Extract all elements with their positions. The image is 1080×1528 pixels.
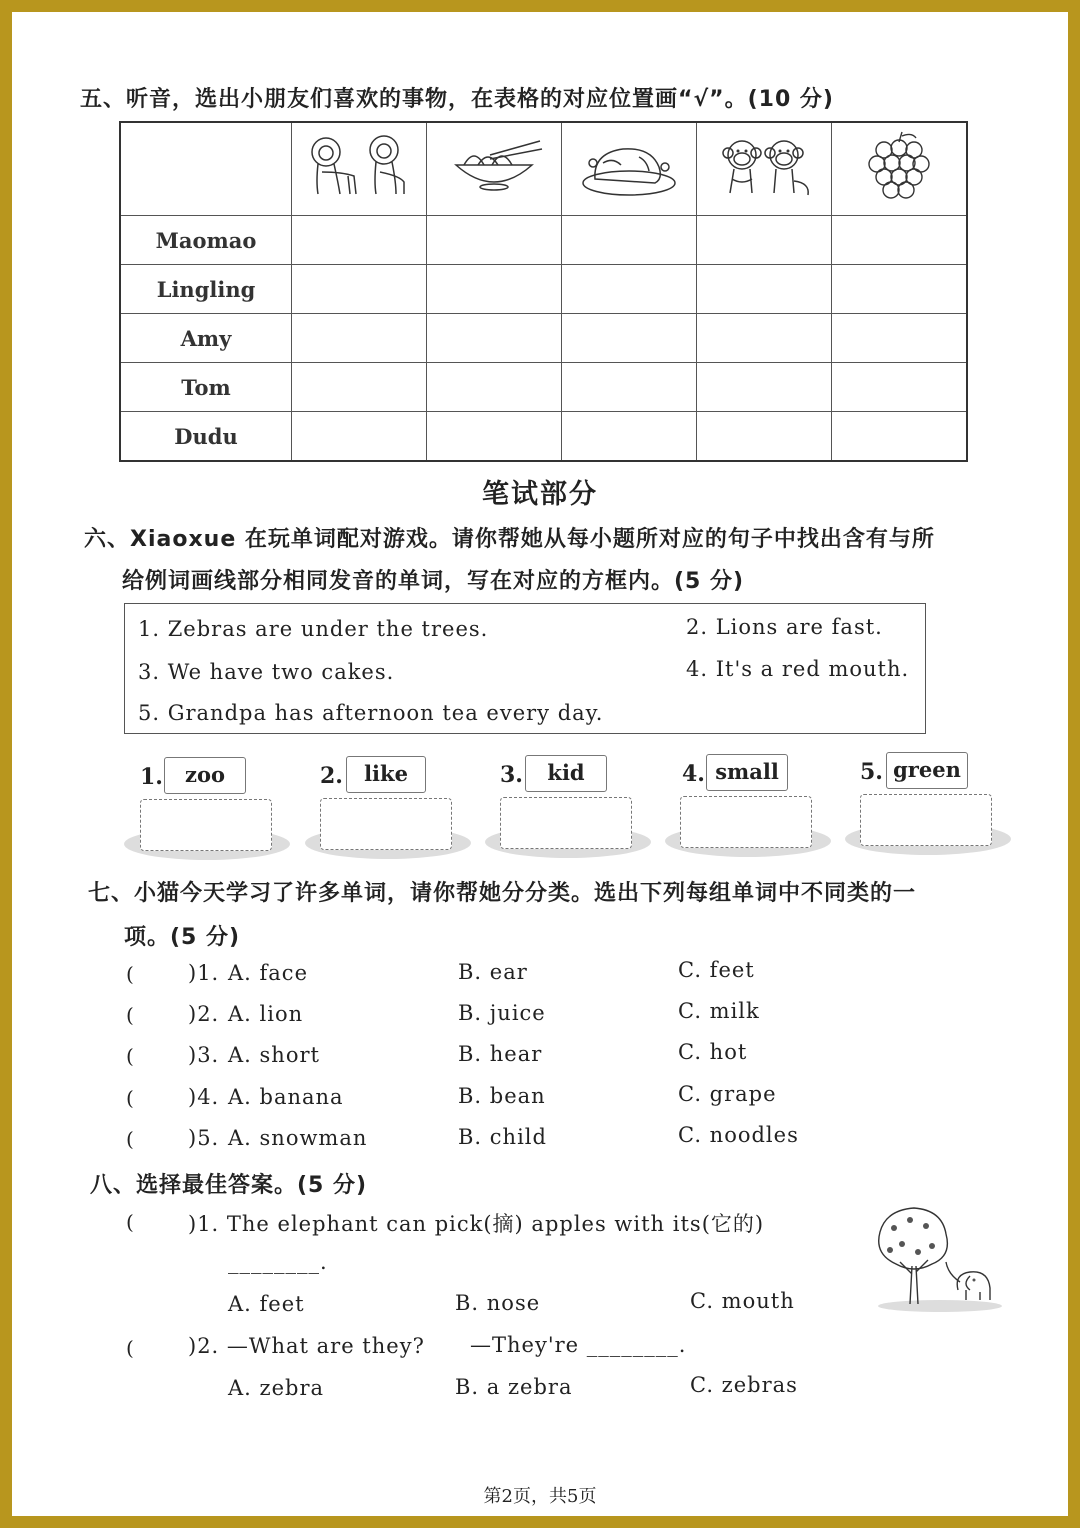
answer-box-4[interactable]	[680, 796, 812, 848]
answer-cell[interactable]	[697, 216, 832, 265]
option-a: A. face	[228, 961, 308, 985]
grapes-picture	[832, 122, 968, 216]
worksheet-page	[12, 12, 1068, 1516]
word-number: 4.	[682, 761, 705, 787]
section6-title-line2: 给例词画线部分相同发音的单词，写在对应的方框内。(5 分)	[122, 569, 745, 594]
answer-paren[interactable]: (	[126, 1336, 134, 1360]
item-number: )1.	[188, 961, 220, 985]
option-c: C. noodles	[678, 1123, 799, 1147]
option-c: C. mouth	[690, 1289, 795, 1313]
student-name: Tom	[120, 363, 292, 412]
question-2-reply: —They're ________.	[470, 1333, 687, 1357]
answer-cell[interactable]	[292, 412, 427, 462]
option-a: A. short	[228, 1043, 320, 1067]
answer-cell[interactable]	[292, 216, 427, 265]
item-number: )4.	[188, 1085, 220, 1109]
answer-paren[interactable]: (	[126, 1086, 134, 1110]
answer-cell[interactable]	[292, 363, 427, 412]
example-word-zoo: zoo	[164, 757, 246, 794]
answer-cell[interactable]	[832, 412, 968, 462]
answer-cell[interactable]	[562, 216, 697, 265]
answer-cell[interactable]	[697, 265, 832, 314]
item-number: )5.	[188, 1126, 220, 1150]
option-c: C. hot	[678, 1040, 748, 1064]
option-c: C. milk	[678, 999, 760, 1023]
answer-cell[interactable]	[832, 363, 968, 412]
written-part-title: 笔试部分	[482, 479, 598, 510]
option-b: B. a zebra	[455, 1375, 573, 1399]
student-name: Lingling	[120, 265, 292, 314]
answer-paren[interactable]: (	[126, 1044, 134, 1068]
section7-title-line1: 七、小猫今天学习了许多单词，请你帮她分分类。选出下列每组单词中不同类的一	[88, 881, 917, 906]
item-number: )2.	[188, 1002, 220, 1026]
sentence-5: 5. Grandpa has afternoon tea every day.	[138, 701, 604, 725]
item-number: )3.	[188, 1043, 220, 1067]
section6-title-line1: 六、Xiaoxue 在玩单词配对游戏。请你帮她从每小题所对应的句子中找出含有与所	[84, 527, 935, 552]
answer-cell[interactable]	[562, 314, 697, 363]
answer-cell[interactable]	[562, 265, 697, 314]
word-number: 3.	[500, 762, 523, 788]
answer-cell[interactable]	[427, 363, 562, 412]
word-number: 5.	[860, 759, 883, 785]
answer-cell[interactable]	[832, 314, 968, 363]
option-b: B. juice	[458, 1001, 546, 1025]
answer-cell[interactable]	[697, 363, 832, 412]
option-b: B. hear	[458, 1042, 543, 1066]
answer-box-5[interactable]	[860, 794, 992, 846]
option-a: A. banana	[228, 1085, 344, 1109]
page-footer: 第2页，共5页	[483, 1486, 597, 1507]
option-b: B. nose	[455, 1291, 541, 1315]
option-c: C. feet	[678, 958, 755, 982]
sentence-1: 1. Zebras are under the trees.	[138, 617, 489, 641]
question-2-text: )2. —What are they?	[188, 1334, 425, 1358]
answer-cell[interactable]	[697, 412, 832, 462]
monkeys-picture	[697, 122, 832, 216]
answer-box-3[interactable]	[500, 797, 632, 849]
example-word-green: green	[886, 752, 968, 789]
question-1-text: )1. The elephant can pick(摘) apples with its(它的)	[188, 1212, 765, 1236]
section8-title: 八、选择最佳答案。(5 分)	[90, 1173, 368, 1198]
answer-paren[interactable]: (	[126, 962, 134, 986]
answer-box-1[interactable]	[140, 799, 272, 851]
lions-picture	[292, 122, 427, 216]
answer-paren[interactable]: (	[126, 1127, 134, 1151]
answer-cell[interactable]	[562, 412, 697, 462]
answer-cell[interactable]	[832, 265, 968, 314]
answer-cell[interactable]	[562, 363, 697, 412]
word-number: 2.	[320, 763, 343, 789]
student-name: Maomao	[120, 216, 292, 265]
answer-cell[interactable]	[292, 314, 427, 363]
example-word-like: like	[346, 756, 426, 793]
student-name: Amy	[120, 314, 292, 363]
answer-cell[interactable]	[427, 216, 562, 265]
sentence-3: 3. We have two cakes.	[138, 660, 395, 684]
listening-table	[119, 121, 968, 462]
noodles-picture	[427, 122, 562, 216]
section7-title-line2: 项。(5 分)	[124, 925, 241, 950]
answer-paren[interactable]: (	[126, 1210, 134, 1234]
section5-title: 五、听音，选出小朋友们喜欢的事物，在表格的对应位置画“√”。(10 分)	[80, 87, 834, 112]
answer-cell[interactable]	[427, 314, 562, 363]
answer-cell[interactable]	[427, 265, 562, 314]
answer-paren[interactable]: (	[126, 1003, 134, 1027]
sentence-4: 4. It's a red mouth.	[686, 657, 910, 681]
option-c: C. grape	[678, 1082, 777, 1106]
student-name: Dudu	[120, 412, 292, 462]
option-b: B. bean	[458, 1084, 546, 1108]
option-a: A. zebra	[228, 1376, 325, 1400]
word-number: 1.	[140, 764, 163, 790]
option-a: A. snowman	[228, 1126, 368, 1150]
answer-cell[interactable]	[292, 265, 427, 314]
example-word-small: small	[706, 754, 788, 791]
option-c: C. zebras	[690, 1373, 798, 1397]
chicken-picture	[562, 122, 697, 216]
example-word-kid: kid	[525, 755, 607, 792]
option-b: B. child	[458, 1125, 547, 1149]
answer-cell[interactable]	[697, 314, 832, 363]
answer-cell[interactable]	[427, 412, 562, 462]
elephant-tree-illustration	[870, 1204, 1002, 1316]
option-b: B. ear	[458, 960, 528, 984]
option-a: A. feet	[228, 1292, 305, 1316]
answer-cell[interactable]	[832, 216, 968, 265]
answer-box-2[interactable]	[320, 798, 452, 850]
option-a: A. lion	[228, 1002, 304, 1026]
question-1-blank: ________.	[228, 1250, 328, 1274]
sentence-2: 2. Lions are fast.	[686, 615, 883, 639]
table-corner-cell	[120, 122, 292, 216]
